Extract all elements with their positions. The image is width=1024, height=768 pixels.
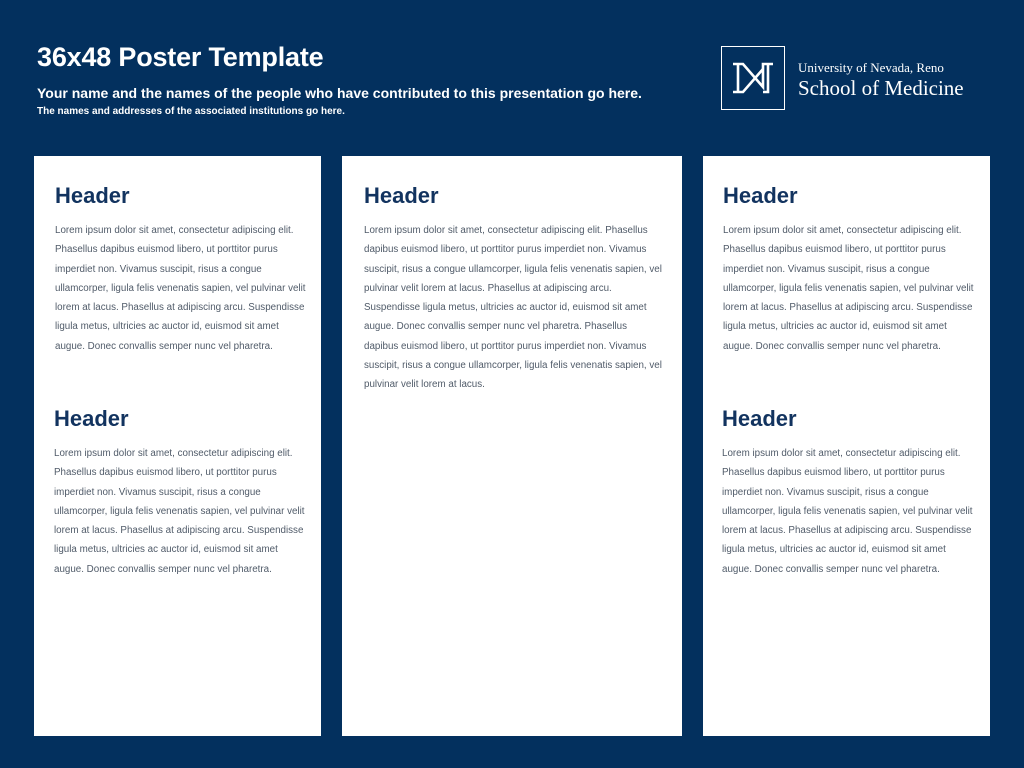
block-n-icon [721, 46, 785, 110]
section-header: Header [364, 183, 439, 208]
section-body: Lorem ipsum dolor sit amet, consectetur adipiscing elit. Phasellus dapibus euismod libero, ut porttitor purus imperdiet non. Vivamus suscipit, risus a congue ullamcorper, ligula felis venenatis sapien, vel pulvinar velit lorem at lacus. Phasellus at adipiscing arcu. Suspendisse ligula metus, ultricies ac auctor id, euismod sit amet augue. Donec convallis semper nunc vel pharetra. [722, 448, 973, 575]
content-section [723, 183, 975, 356]
affiliations-line: The names and addresses of the associated institutions go here. [37, 106, 345, 117]
logo-university-name: University of Nevada, Reno [798, 60, 944, 75]
section-header: Header [722, 406, 797, 431]
content-section [364, 183, 662, 395]
content-section [54, 406, 306, 579]
section-body: Lorem ipsum dolor sit amet, consectetur adipiscing elit. Phasellus dapibus euismod libero, ut porttitor purus imperdiet non. Vivamus suscipit, risus a congue ullamcorper, ligula felis venenatis sapien, vel pulvinar velit lorem at lacus. Phasellus at adipiscing arcu. Suspendisse ligula metus, ultricies ac auctor id, euismod sit amet augue. Donec convallis semper nunc vel pharetra. [55, 225, 306, 352]
content-section [55, 183, 307, 356]
logo-school-name: School of Medicine [798, 76, 964, 100]
authors-line: Your name and the names of the people who have contributed to this presentation go here. [37, 85, 642, 101]
section-header: Header [723, 183, 798, 208]
section-body: Lorem ipsum dolor sit amet, consectetur adipiscing elit. Phasellus dapibus euismod libero, ut porttitor purus imperdiet non. Vivamus suscipit, risus a congue ullamcorper, ligula felis venenatis sapien, vel pulvinar velit lorem at lacus. Phasellus at adipiscing arcu. Suspendisse ligula metus, ultricies ac auctor id, euismod sit amet augue. Donec convallis semper nunc vel pharetra. [54, 448, 305, 575]
section-header: Header [55, 183, 130, 208]
university-logo [721, 46, 981, 114]
section-body: Lorem ipsum dolor sit amet, consectetur adipiscing elit. Phasellus dapibus euismod libero, ut porttitor purus imperdiet non. Vivamus suscipit, risus a congue ullamcorper, ligula felis venenatis sapien, vel pulvinar velit lorem at lacus. Phasellus at adipiscing arcu. Suspendisse ligula metus, ultricies ac auctor id, euismod sit amet augue. Donec convallis semper nunc vel pharetra. Phasellus dapibus euismod libero, ut porttitor purus imperdiet non. Vivamus suscipit, risus a congue ullamcorper, ligula felis venenatis sapien, vel pulvinar velit lorem at lacus. [364, 225, 662, 391]
section-body: Lorem ipsum dolor sit amet, consectetur adipiscing elit. Phasellus dapibus euismod libero, ut porttitor purus imperdiet non. Vivamus suscipit, risus a congue ullamcorper, ligula felis venenatis sapien, vel pulvinar velit lorem at lacus. Phasellus at adipiscing arcu. Suspendisse ligula metus, ultricies ac auctor id, euismod sit amet augue. Donec convallis semper nunc vel pharetra. [723, 225, 974, 352]
content-section [722, 406, 974, 579]
left-column-panel [34, 156, 321, 736]
center-column-panel [342, 156, 682, 736]
right-column-panel [703, 156, 990, 736]
section-header: Header [54, 406, 129, 431]
poster-title: 36x48 Poster Template [37, 42, 324, 72]
logo-text [798, 60, 964, 101]
